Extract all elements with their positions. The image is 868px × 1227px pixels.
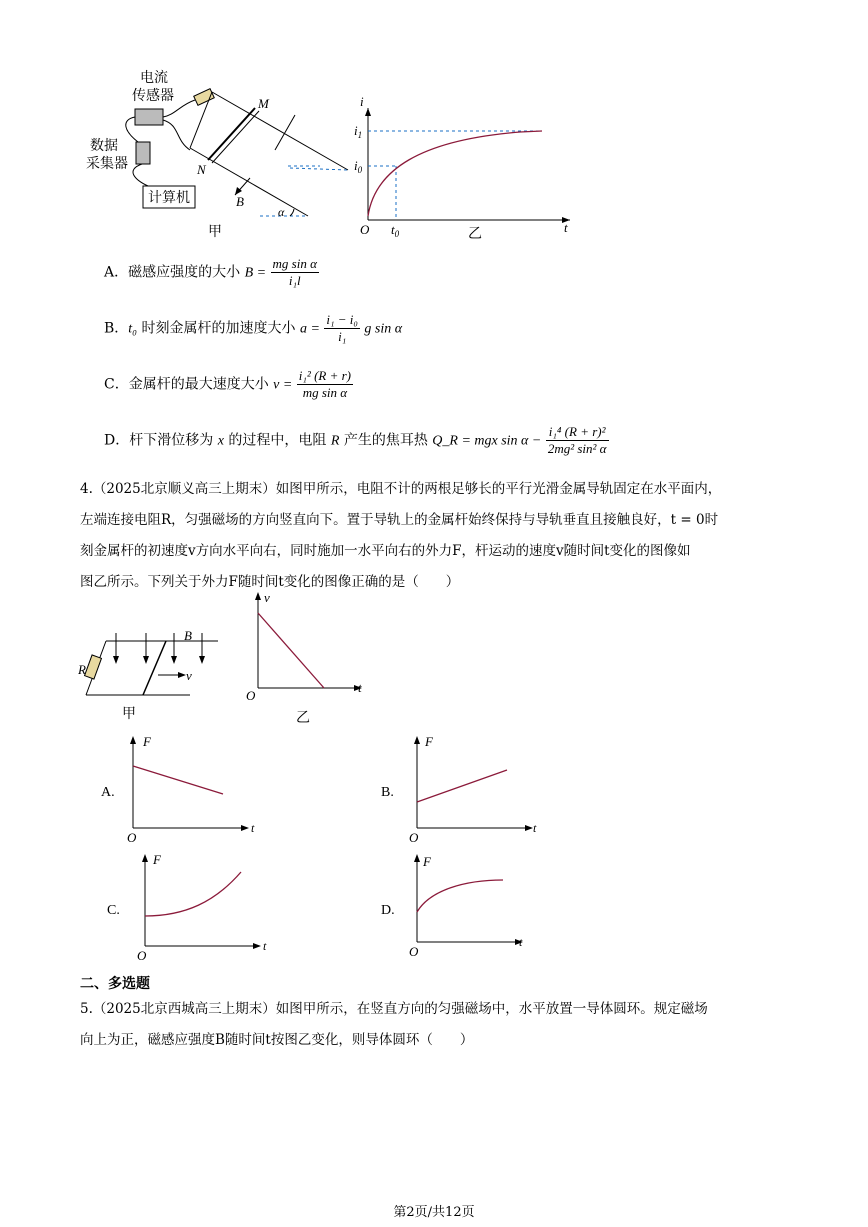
- label-N: N: [197, 162, 206, 177]
- label-B: B: [184, 628, 192, 643]
- svg-text:O: O: [409, 830, 419, 845]
- label-alpha: α: [278, 205, 285, 219]
- option-C-text: C．金属杆的最大速度大小: [104, 376, 269, 393]
- fig3-graph: [288, 94, 570, 242]
- graph-origin-label: O: [246, 688, 256, 703]
- svg-text:t: t: [533, 821, 537, 835]
- resistor: [85, 655, 102, 679]
- graph-option-D: [381, 854, 523, 959]
- option-C: C．金属杆的最大速度大小 v = $\frac{\text{i₁² (R + r)}}{\text{mg sin α}}$: [104, 368, 352, 400]
- svg-text:t: t: [519, 935, 523, 949]
- q4-line-1: 4.（2025北京顺义高三上期末）如图甲所示，电阻不计的两根足够长的平行光滑金属导轨固定在水平面内，: [80, 481, 722, 497]
- label-v: v: [186, 668, 192, 683]
- resistor: [194, 89, 215, 106]
- label-R: R: [78, 662, 86, 677]
- label-current-sensor-2: 传感器: [132, 88, 174, 104]
- caption-yi: 乙: [468, 226, 482, 242]
- label-M: M: [258, 96, 269, 111]
- option-D: D．杆下滑位移为 x 的过程中，电阻 R 产生的焦耳热 Q_R = mgx sin α − $\frac{\text{i₁⁴ (R + r)²}}{\text{2mg² sin² α}}$: [104, 424, 607, 456]
- svg-text:t: t: [251, 821, 255, 835]
- q5-line-1: 5.（2025北京西城高三上期末）如图甲所示，在竖直方向的匀强磁场中，水平放置一导体圆环。规定磁场: [80, 1001, 708, 1017]
- option-A-line: [133, 766, 223, 794]
- svg-text:F: F: [143, 734, 151, 749]
- option-B-label: B.: [381, 785, 394, 800]
- section-heading: 二、多选题: [80, 976, 150, 992]
- fig4-diagram: [78, 588, 378, 728]
- svg-text:F: F: [423, 854, 431, 869]
- svg-text:F: F: [153, 852, 161, 867]
- graph-i1-label: $i_1$: [354, 123, 363, 140]
- graph-option-C: [107, 852, 267, 963]
- fig4-vt-graph: [246, 590, 362, 726]
- v-line: [258, 613, 324, 688]
- q4-answer-graphs: [95, 730, 555, 970]
- q4-line-3: 刻金属杆的初速度v方向水平向右，同时施加一水平向右的外力F，杆运动的速度v随时间t变化的图像如: [80, 543, 691, 559]
- option-D-fraction: $\frac{\text{i₁⁴ (R + r)²}}{\text{2mg² sin² α}}$: [547, 424, 607, 456]
- graph-i0-label: $i_0$: [354, 158, 363, 175]
- data-collector-box: [136, 142, 150, 164]
- label-data-collector-2: 采集器: [86, 156, 128, 172]
- graph-origin-label: O: [360, 222, 370, 237]
- option-D-label: D.: [381, 903, 395, 918]
- question-4: [80, 474, 721, 598]
- graph-i-label: i: [360, 94, 364, 109]
- label-computer: 计算机: [148, 190, 190, 206]
- option-A-lhs: B =: [244, 265, 267, 281]
- rail-top: [212, 92, 348, 170]
- option-B-line: [417, 770, 507, 802]
- caption-jia: 甲: [208, 224, 222, 240]
- label-current-sensor-1: 电流: [140, 70, 168, 86]
- option-B-fraction: $\frac{\text{i₁ − i₀}}{\text{i₁}}$: [326, 312, 358, 344]
- option-B-text: 时刻金属杆的加速度大小: [141, 320, 296, 337]
- rod-MN: [208, 108, 255, 160]
- option-C-fraction: $\frac{\text{i₁² (R + r)}}{\text{mg sin α}}$: [298, 368, 352, 400]
- label-B: B: [236, 194, 244, 209]
- q5-line-2: 向上为正，磁感应强度B随时间t按图乙变化，则导体圆环（ ）: [80, 1032, 474, 1048]
- graph-option-A: [101, 734, 255, 845]
- option-A-fraction: $\frac{\text{mg sin α}}{\text{i₁l}}$: [272, 256, 317, 288]
- option-A: [104, 256, 319, 289]
- i-curve: [368, 131, 542, 216]
- svg-text:F: F: [425, 734, 433, 749]
- svg-text:t: t: [263, 939, 267, 953]
- graph-option-B: [381, 734, 537, 845]
- option-D-curve: [417, 880, 503, 912]
- caption-yi: 乙: [296, 710, 310, 726]
- fig3-diagram: [80, 60, 600, 250]
- q4-line-4: 图乙所示。下列关于外力F随时间t变化的图像正确的是（ ）: [80, 574, 460, 590]
- label-data-collector-1: 数据: [90, 138, 118, 154]
- graph-t-label: t: [564, 220, 568, 235]
- current-sensor-box: [135, 109, 163, 125]
- svg-text:O: O: [409, 944, 419, 959]
- option-C-curve: [145, 872, 241, 916]
- svg-text:O: O: [127, 830, 137, 845]
- graph-t0-label: $t_0$: [391, 222, 400, 239]
- question-5: [80, 994, 708, 1056]
- option-A-text: A．磁感应强度的大小: [104, 264, 241, 281]
- option-B: B．t₀ 时刻金属杆的加速度大小 a = $\frac{\text{i₁ − i₀}}{\text{i₁}}$ g sin α: [104, 312, 403, 344]
- caption-jia: 甲: [122, 706, 136, 722]
- graph-t-label: t: [358, 680, 362, 695]
- svg-text:O: O: [137, 948, 147, 963]
- q4-line-2: 左端连接电阻R，匀强磁场的方向竖直向下。置于导轨上的金属杆始终保持与导轨垂直且接触良好，t = 0时: [80, 512, 719, 528]
- option-A-label: A.: [101, 785, 115, 800]
- graph-v-label: v: [264, 590, 270, 605]
- option-C-label: C.: [107, 903, 120, 918]
- rail-bottom: [190, 148, 308, 216]
- page-number: 第2页/共12页: [393, 1205, 475, 1220]
